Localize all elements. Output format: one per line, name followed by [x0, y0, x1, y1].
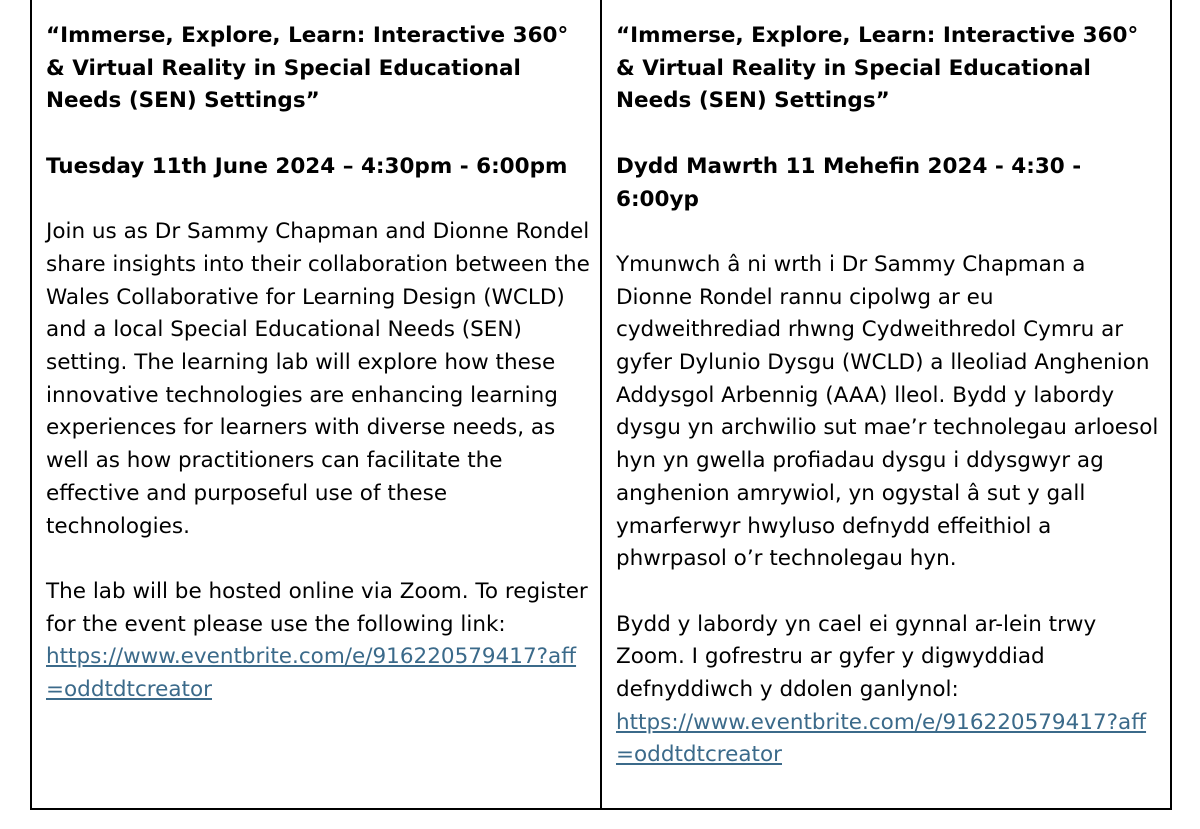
english-cell — [32, 0, 600, 808]
registration-text-english — [46, 576, 590, 707]
event-description-welsh: Ymunwch â ni wrth i Dr Sammy Chapman a Dionne Rondel rannu cipolwg ar eu cydweithrediad rhwng Cydweithredol Cymru ar gyfer Dylunio Dysgu (WCLD) a lleoliad Anghenion Addysgol Arbennig (AAA) lleol. Bydd y labordy dysgu yn archwilio sut mae’r technolegau arloesol hyn yn gwella profiadau dysgu i ddysgwyr ag anghenion amrywiol, yn ogystal â sut y gall ymarferwyr hwyluso defnydd effeithiol a phwrpasol o’r technolegau hyn. — [616, 251, 1159, 572]
registration-text-welsh — [616, 609, 1160, 773]
event-title-welsh: “Immerse, Explore, Learn: Interactive 360° & Virtual Reality in Special Educational Needs (SEN) Settings” — [616, 23, 1139, 114]
event-title-english: “Immerse, Explore, Learn: Interactive 360° & Virtual Reality in Special Educational Needs (SEN) Settings” — [46, 23, 569, 114]
eventbrite-link-english[interactable]: https://www.eventbrite.com/e/916220579417?aff=oddtdtcreator — [46, 644, 577, 703]
registration-instructions-welsh: Bydd y labordy yn cael ei gynnal ar-lein trwy Zoom. I gofrestru ar gyfer y digwyddiad defnyddiwch y ddolen ganlynol: — [616, 611, 1097, 703]
event-table — [30, 0, 1172, 810]
eventbrite-link-welsh[interactable]: https://www.eventbrite.com/e/916220579417?aff=oddtdtcreator — [616, 709, 1147, 768]
event-date-welsh: Dydd Mawrth 11 Mehefin 2024 - 4:30 - 6:00yp — [616, 153, 1082, 212]
event-date-english: Tuesday 11th June 2024 – 4:30pm - 6:00pm — [46, 153, 568, 179]
event-description-english: Join us as Dr Sammy Chapman and Dionne Rondel share insights into their collaboration between the Wales Collaborative for Learning Design (WCLD) and a local Special Educational Needs (SEN) setting. The learning lab will explore how these innovative technologies are enhancing learning experiences for learners with diverse needs, as well as how practitioners can facilitate the effective and purposeful use of these technologies. — [46, 219, 590, 539]
registration-instructions-english: The lab will be hosted online via Zoom. To register for the event please use the following link: — [46, 578, 588, 637]
welsh-cell — [600, 0, 1170, 808]
